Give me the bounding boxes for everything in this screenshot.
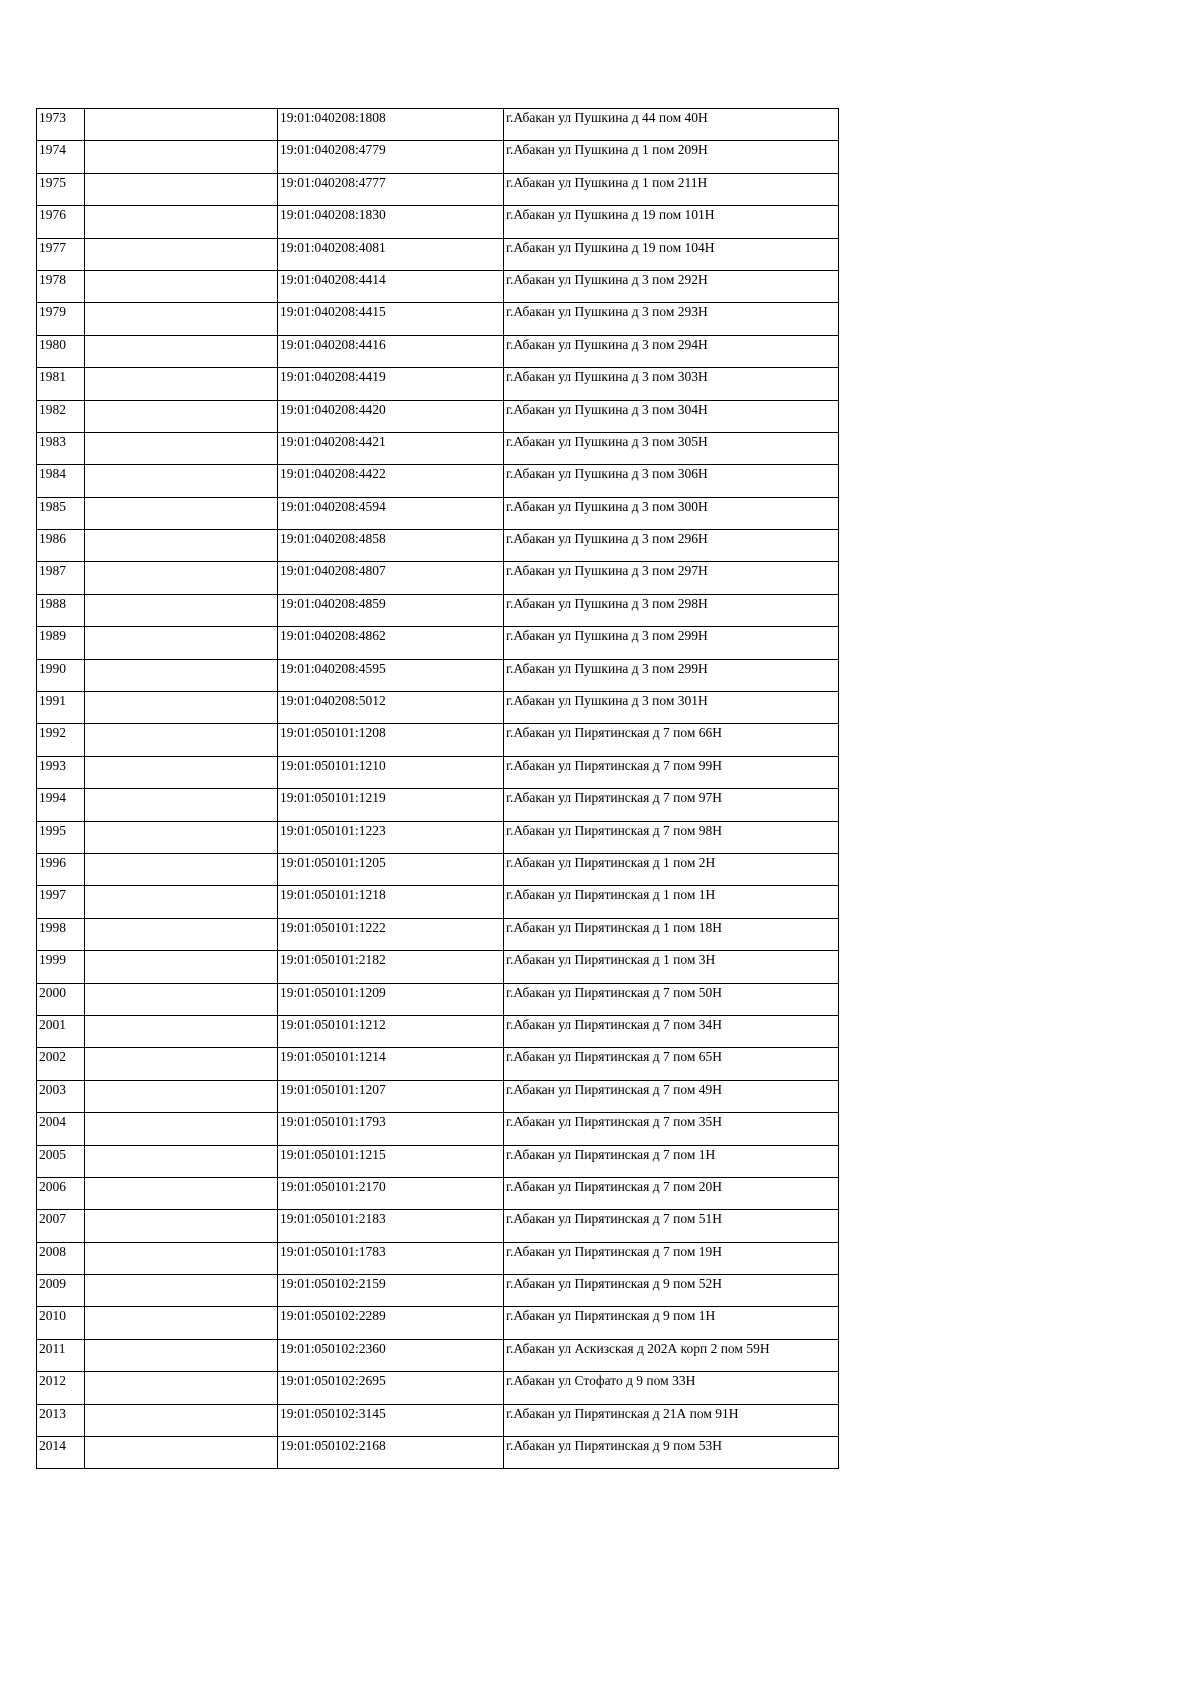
table-row [37, 432, 839, 464]
address-cell: г.Абакан ул Пирятинская д 1 пом 18Н [504, 918, 839, 950]
row-number-cell: 1979 [37, 303, 85, 335]
row-blank-cell [85, 1437, 278, 1469]
address-cell: г.Абакан ул Пушкина д 3 пом 297Н [504, 562, 839, 594]
table-row [37, 562, 839, 594]
address-cell: г.Абакан ул Пушкина д 3 пом 296Н [504, 530, 839, 562]
row-blank-cell [85, 594, 278, 626]
cadastral-number-cell: 19:01:050101:1218 [278, 886, 504, 918]
row-blank-cell [85, 530, 278, 562]
row-number-cell: 2003 [37, 1080, 85, 1112]
table-row [37, 692, 839, 724]
address-cell: г.Абакан ул Пушкина д 3 пом 306Н [504, 465, 839, 497]
row-blank-cell [85, 368, 278, 400]
row-number-cell: 1998 [37, 918, 85, 950]
row-number-cell: 2010 [37, 1307, 85, 1339]
cadastral-number-cell: 19:01:050101:1783 [278, 1242, 504, 1274]
address-cell: г.Абакан ул Пушкина д 3 пом 303Н [504, 368, 839, 400]
row-blank-cell [85, 1275, 278, 1307]
row-number-cell: 1996 [37, 853, 85, 885]
address-cell: г.Абакан ул Пирятинская д 9 пом 1Н [504, 1307, 839, 1339]
cadastral-number-cell: 19:01:040208:5012 [278, 692, 504, 724]
row-number-cell: 1989 [37, 627, 85, 659]
table-row [37, 853, 839, 885]
address-cell: г.Абакан ул Пирятинская д 21А пом 91Н [504, 1404, 839, 1436]
row-blank-cell [85, 821, 278, 853]
row-blank-cell [85, 1307, 278, 1339]
property-table [36, 108, 839, 1469]
row-number-cell: 1986 [37, 530, 85, 562]
address-cell: г.Абакан ул Пушкина д 3 пом 298Н [504, 594, 839, 626]
address-cell: г.Абакан ул Пирятинская д 7 пом 20Н [504, 1177, 839, 1209]
address-cell: г.Абакан ул Пирятинская д 7 пом 51Н [504, 1210, 839, 1242]
row-number-cell: 1980 [37, 335, 85, 367]
table-row [37, 789, 839, 821]
row-blank-cell [85, 659, 278, 691]
row-number-cell: 1983 [37, 432, 85, 464]
row-number-cell: 1977 [37, 238, 85, 270]
row-number-cell: 1987 [37, 562, 85, 594]
table-row [37, 1437, 839, 1469]
address-cell: г.Абакан ул Пирятинская д 7 пом 65Н [504, 1048, 839, 1080]
row-number-cell: 1985 [37, 497, 85, 529]
row-number-cell: 2013 [37, 1404, 85, 1436]
row-number-cell: 2012 [37, 1372, 85, 1404]
address-cell: г.Абакан ул Пирятинская д 7 пом 1Н [504, 1145, 839, 1177]
address-cell: г.Абакан ул Пушкина д 3 пом 292Н [504, 270, 839, 302]
address-cell: г.Абакан ул Пирятинская д 7 пом 98Н [504, 821, 839, 853]
cadastral-number-cell: 19:01:040208:4422 [278, 465, 504, 497]
table-row [37, 335, 839, 367]
table-row [37, 627, 839, 659]
table-row [37, 368, 839, 400]
row-blank-cell [85, 951, 278, 983]
row-blank-cell [85, 853, 278, 885]
table-row [37, 109, 839, 141]
row-blank-cell [85, 109, 278, 141]
address-cell: г.Абакан ул Пушкина д 3 пом 294Н [504, 335, 839, 367]
cadastral-number-cell: 19:01:040208:4858 [278, 530, 504, 562]
row-blank-cell [85, 724, 278, 756]
row-blank-cell [85, 918, 278, 950]
cadastral-number-cell: 19:01:050101:2170 [278, 1177, 504, 1209]
row-number-cell: 2002 [37, 1048, 85, 1080]
table-row [37, 918, 839, 950]
cadastral-number-cell: 19:01:050102:2168 [278, 1437, 504, 1469]
table-row [37, 594, 839, 626]
row-blank-cell [85, 983, 278, 1015]
row-blank-cell [85, 1113, 278, 1145]
row-number-cell: 1984 [37, 465, 85, 497]
row-number-cell: 2004 [37, 1113, 85, 1145]
row-blank-cell [85, 1015, 278, 1047]
table-row [37, 951, 839, 983]
row-blank-cell [85, 789, 278, 821]
table-row [37, 756, 839, 788]
row-blank-cell [85, 562, 278, 594]
row-blank-cell [85, 1145, 278, 1177]
address-cell: г.Абакан ул Пушкина д 3 пом 301Н [504, 692, 839, 724]
table-row [37, 238, 839, 270]
cadastral-number-cell: 19:01:040208:4416 [278, 335, 504, 367]
address-cell: г.Абакан ул Пирятинская д 7 пом 35Н [504, 1113, 839, 1145]
address-cell: г.Абакан ул Пушкина д 19 пом 104Н [504, 238, 839, 270]
table-row [37, 530, 839, 562]
row-number-cell: 1999 [37, 951, 85, 983]
row-number-cell: 1995 [37, 821, 85, 853]
address-cell: г.Абакан ул Пушкина д 44 пом 40Н [504, 109, 839, 141]
cadastral-number-cell: 19:01:050101:1207 [278, 1080, 504, 1112]
cadastral-number-cell: 19:01:040208:4415 [278, 303, 504, 335]
cadastral-number-cell: 19:01:040208:4859 [278, 594, 504, 626]
address-cell: г.Абакан ул Пирятинская д 7 пом 66Н [504, 724, 839, 756]
address-cell: г.Абакан ул Пирятинская д 9 пом 52Н [504, 1275, 839, 1307]
address-cell: г.Абакан ул Пушкина д 3 пом 293Н [504, 303, 839, 335]
address-cell: г.Абакан ул Пирятинская д 7 пом 97Н [504, 789, 839, 821]
row-number-cell: 1994 [37, 789, 85, 821]
address-cell: г.Абакан ул Пушкина д 1 пом 211Н [504, 173, 839, 205]
address-cell: г.Абакан ул Пушкина д 19 пом 101Н [504, 206, 839, 238]
row-blank-cell [85, 692, 278, 724]
row-blank-cell [85, 756, 278, 788]
row-number-cell: 1993 [37, 756, 85, 788]
row-number-cell: 1975 [37, 173, 85, 205]
row-blank-cell [85, 270, 278, 302]
cadastral-number-cell: 19:01:040208:4421 [278, 432, 504, 464]
table-row [37, 1080, 839, 1112]
cadastral-number-cell: 19:01:040208:4777 [278, 173, 504, 205]
address-cell: г.Абакан ул Пушкина д 3 пом 299Н [504, 659, 839, 691]
cadastral-number-cell: 19:01:040208:4779 [278, 141, 504, 173]
table-row [37, 1372, 839, 1404]
row-number-cell: 1981 [37, 368, 85, 400]
cadastral-number-cell: 19:01:040208:4414 [278, 270, 504, 302]
address-cell: г.Абакан ул Стофато д 9 пом 33Н [504, 1372, 839, 1404]
cadastral-number-cell: 19:01:040208:4594 [278, 497, 504, 529]
row-blank-cell [85, 497, 278, 529]
table-row [37, 1177, 839, 1209]
cadastral-number-cell: 19:01:050102:2289 [278, 1307, 504, 1339]
cadastral-number-cell: 19:01:050101:1209 [278, 983, 504, 1015]
cadastral-number-cell: 19:01:040208:1808 [278, 109, 504, 141]
table-row [37, 886, 839, 918]
address-cell: г.Абакан ул Пирятинская д 7 пом 50Н [504, 983, 839, 1015]
cadastral-number-cell: 19:01:050101:2183 [278, 1210, 504, 1242]
table-row [37, 659, 839, 691]
table-row [37, 1275, 839, 1307]
table-row [37, 821, 839, 853]
cadastral-number-cell: 19:01:050101:1222 [278, 918, 504, 950]
cadastral-number-cell: 19:01:050101:1219 [278, 789, 504, 821]
row-blank-cell [85, 1242, 278, 1274]
row-blank-cell [85, 238, 278, 270]
address-cell: г.Абакан ул Пушкина д 3 пом 305Н [504, 432, 839, 464]
address-cell: г.Абакан ул Пушкина д 3 пом 304Н [504, 400, 839, 432]
row-number-cell: 2011 [37, 1339, 85, 1371]
row-blank-cell [85, 886, 278, 918]
row-number-cell: 1982 [37, 400, 85, 432]
row-blank-cell [85, 400, 278, 432]
cadastral-number-cell: 19:01:050101:2182 [278, 951, 504, 983]
row-number-cell: 1978 [37, 270, 85, 302]
cadastral-number-cell: 19:01:040208:4081 [278, 238, 504, 270]
row-blank-cell [85, 1080, 278, 1112]
table-row [37, 1048, 839, 1080]
address-cell: г.Абакан ул Пирятинская д 1 пом 2Н [504, 853, 839, 885]
row-number-cell: 2007 [37, 1210, 85, 1242]
row-number-cell: 2001 [37, 1015, 85, 1047]
row-number-cell: 2009 [37, 1275, 85, 1307]
cadastral-number-cell: 19:01:040208:4807 [278, 562, 504, 594]
table-row [37, 1113, 839, 1145]
row-blank-cell [85, 141, 278, 173]
row-number-cell: 2006 [37, 1177, 85, 1209]
cadastral-number-cell: 19:01:040208:1830 [278, 206, 504, 238]
row-number-cell: 1976 [37, 206, 85, 238]
address-cell: г.Абакан ул Пирятинская д 7 пом 99Н [504, 756, 839, 788]
table-row [37, 1242, 839, 1274]
address-cell: г.Абакан ул Пушкина д 1 пом 209Н [504, 141, 839, 173]
cadastral-number-cell: 19:01:050102:2159 [278, 1275, 504, 1307]
table-row [37, 724, 839, 756]
table-row [37, 497, 839, 529]
cadastral-number-cell: 19:01:050101:1214 [278, 1048, 504, 1080]
row-number-cell: 1992 [37, 724, 85, 756]
cadastral-number-cell: 19:01:050102:2360 [278, 1339, 504, 1371]
cadastral-number-cell: 19:01:040208:4420 [278, 400, 504, 432]
address-cell: г.Абакан ул Аскизская д 202А корп 2 пом 59Н [504, 1339, 839, 1371]
row-number-cell: 2008 [37, 1242, 85, 1274]
row-number-cell: 1990 [37, 659, 85, 691]
cadastral-number-cell: 19:01:040208:4419 [278, 368, 504, 400]
cadastral-number-cell: 19:01:050101:1208 [278, 724, 504, 756]
row-blank-cell [85, 465, 278, 497]
cadastral-number-cell: 19:01:050101:1205 [278, 853, 504, 885]
cadastral-number-cell: 19:01:050101:1212 [278, 1015, 504, 1047]
table-row [37, 173, 839, 205]
table-row [37, 1145, 839, 1177]
address-cell: г.Абакан ул Пирятинская д 7 пом 49Н [504, 1080, 839, 1112]
cadastral-number-cell: 19:01:050101:1793 [278, 1113, 504, 1145]
row-number-cell: 1988 [37, 594, 85, 626]
row-blank-cell [85, 173, 278, 205]
row-blank-cell [85, 1339, 278, 1371]
address-cell: г.Абакан ул Пирятинская д 7 пом 19Н [504, 1242, 839, 1274]
table-row [37, 1339, 839, 1371]
table-body [37, 109, 839, 1469]
row-blank-cell [85, 206, 278, 238]
row-blank-cell [85, 303, 278, 335]
table-row [37, 1015, 839, 1047]
table-row [37, 400, 839, 432]
row-number-cell: 1997 [37, 886, 85, 918]
row-number-cell: 1991 [37, 692, 85, 724]
row-number-cell: 2005 [37, 1145, 85, 1177]
cadastral-number-cell: 19:01:050102:3145 [278, 1404, 504, 1436]
address-cell: г.Абакан ул Пирятинская д 1 пом 1Н [504, 886, 839, 918]
row-blank-cell [85, 1048, 278, 1080]
table-row [37, 1404, 839, 1436]
table-row [37, 1210, 839, 1242]
row-blank-cell [85, 1372, 278, 1404]
cadastral-number-cell: 19:01:050101:1223 [278, 821, 504, 853]
address-cell: г.Абакан ул Пушкина д 3 пом 299Н [504, 627, 839, 659]
row-number-cell: 2014 [37, 1437, 85, 1469]
cadastral-number-cell: 19:01:050101:1210 [278, 756, 504, 788]
row-number-cell: 1973 [37, 109, 85, 141]
cadastral-number-cell: 19:01:040208:4862 [278, 627, 504, 659]
table-row [37, 270, 839, 302]
table-row [37, 303, 839, 335]
cadastral-number-cell: 19:01:050101:1215 [278, 1145, 504, 1177]
row-number-cell: 1974 [37, 141, 85, 173]
table-row [37, 141, 839, 173]
row-number-cell: 2000 [37, 983, 85, 1015]
address-cell: г.Абакан ул Пирятинская д 1 пом 3Н [504, 951, 839, 983]
row-blank-cell [85, 432, 278, 464]
row-blank-cell [85, 335, 278, 367]
row-blank-cell [85, 1404, 278, 1436]
address-cell: г.Абакан ул Пушкина д 3 пом 300Н [504, 497, 839, 529]
table-row [37, 465, 839, 497]
cadastral-number-cell: 19:01:040208:4595 [278, 659, 504, 691]
row-blank-cell [85, 1210, 278, 1242]
row-blank-cell [85, 627, 278, 659]
cadastral-number-cell: 19:01:050102:2695 [278, 1372, 504, 1404]
table-row [37, 983, 839, 1015]
address-cell: г.Абакан ул Пирятинская д 9 пом 53Н [504, 1437, 839, 1469]
table-row [37, 206, 839, 238]
table-row [37, 1307, 839, 1339]
row-blank-cell [85, 1177, 278, 1209]
address-cell: г.Абакан ул Пирятинская д 7 пом 34Н [504, 1015, 839, 1047]
